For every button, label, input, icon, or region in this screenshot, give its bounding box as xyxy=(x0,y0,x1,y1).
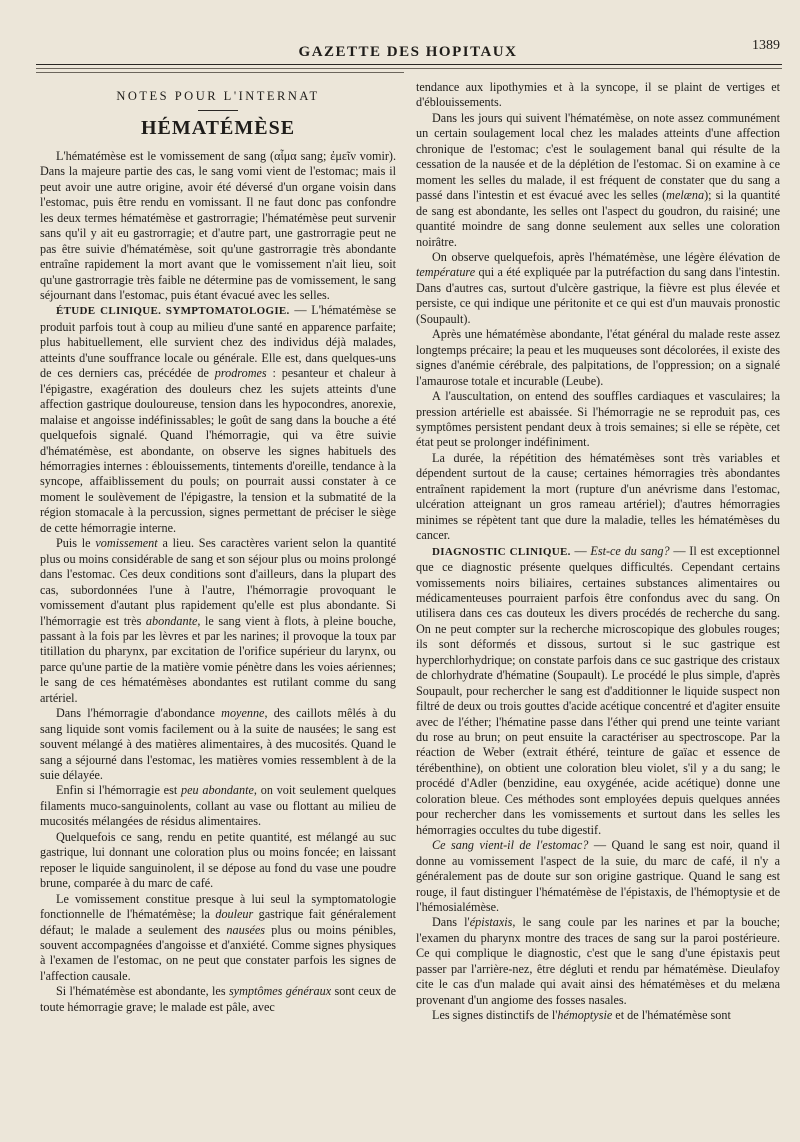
auscultation-paragraph: A l'auscultation, on entend des souffles cardiaques et vasculaires; la pression artérielle est abaissée. Si l'hémorragie ne se reproduit pas, ces symptômes persistent pendant deux à trois semaines; si elle se répète, cet état peut se prolonger indéfiniment. xyxy=(416,389,780,450)
peu-abondante-paragraph: Enfin si l'hémorragie est peu abondante, on voit seulement quelques filaments muco-sanguinolents, collant au vase ou flottant au milieu de mucosités mélangées de résidus alimentaires. xyxy=(40,783,396,829)
header-rule-thin xyxy=(36,68,782,69)
intro-paragraph: L'hématémèse est le vomissement de sang (αἷμα sang; ἐμεῖν vomir). Dans la majeure partie des cas, le sang vomi vient de l'estomac; mais il peut avoir une autre origine, avoir été déversé d'un organe voisin dans l'estomac, puis être rendu en vomissant. Il ne faut donc pas confondre les deux termes hématémèse et gastrorragie; l'hématémèse peut survenir sans qu'il y ait eu gastrorragie; et d'autre part, une gastrorragie peut ne pas être suivie d'hématémèse, soit qu'une gastrorragie très abondante entraîne rapidement la mort avant que le vomissement n'ait lieu, soit qu'une gastrorragie très faible ne détermine pas de vomissement, le sang séjournant dans l'estomac, puis étant évacué avec les selles. xyxy=(40,148,396,302)
etude-paragraph: ÉTUDE CLINIQUE. SYMPTOMATOLOGIE. — L'hématémèse se produit parfois tout à coup au milieu d'une santé en apparence parfaite; plus habituellement, elle survient chez des individus déjà malades, atteints d'une souffrance locale ou générale. Elle est, dans quelques-uns de ces derniers cas, précédée de prodromes : pesanteur et chaleur à l'épigastre, exagération des douleurs chez les sujets atteints d'une affection gastrique douloureuse, tension dans les hypocondres, anorexie, malaise et angoisse indéfinissables; le goût de sang dans la bouche a été quelquefois signalé. Quand l'hémorragie, qui va être suivie d'hématémèse, est abondante, on observe les signes habituels des hémorragies internes : éblouissements, tintements d'oreille, tendance à la syncope, affaiblissement du pouls; on pourrait aussi constater à ce moment le soulèvement de l'épigastre, la tension et la submatité de la région stomacale à la percussion, signes permettant de préciser le siège de cette hémorragie interne. xyxy=(40,303,396,535)
marc-de-cafe-paragraph: Quelquefois ce sang, rendu en petite quantité, est mélangé au suc gastrique, lui donnant une coloration plus ou moins foncée; en laissant reposer le liquide sanguinolent, il se dépose au fond du vase une poudre brune, comparée à du marc de café. xyxy=(40,829,396,891)
duree-paragraph: La durée, la répétition des hématémèses sont très variables et dépendent surtout de la cause; certaines hémorragies très abondantes entraînent rapidement la mort (rupture d'un anévrisme dans l'estomac, ulcération atteignant un gros rameau artériel); d'autres hémorragies minimes se répètent tant que dure la maladie, telles les hématémèses du cancer. xyxy=(416,450,780,543)
symptomatologie-paragraph: Le vomissement constitue presque à lui seul la symptomatologie fonctionnelle de l'hématémèse; la douleur gastrique fait généralement défaut; le malade a seulement des nausées plus ou moins pénibles, souvent accompagnées d'angoisse et d'anxiété. Comme signes physiques à l'examen de l'estomac, on ne peut que constater parfois les signes de l'affection causale. xyxy=(40,891,396,983)
etat-general-paragraph: Après une hématémèse abondante, l'état général du malade reste assez longtemps précaire; la peau et les muqueuses sont décolorées, il existe des signes d'anémie cérébrale, des palpitations, de l'oppression; on a signalé l'amaurose totale et incurable (Leube). xyxy=(416,327,780,388)
journal-title: GAZETTE DES HOPITAUX xyxy=(298,44,518,60)
moyenne-paragraph: Dans l'hémorragie d'abondance moyenne, des caillots mêlés à du sang liquide sont vomis facilement ou à la suite de nausées; le sang est souvent mélangé à des matières alimentaires, à des mucosités. Quand le sang a séjourné dans l'estomac, les matières vomies ressemblent à de la suie délayée. xyxy=(40,706,396,783)
kicker-rule xyxy=(198,110,238,111)
left-column xyxy=(40,82,396,1015)
temperature-paragraph: On observe quelquefois, après l'hématémèse, une légère élévation de température qui a été expliquée par la putréfaction du sang dans l'intestin. Dans d'autres cas, surtout d'ulcère gastrique, la fièvre est plus élevée et persiste, ce qui indique une péritonite et ce qui est d'un mauvais pronostic (Soupault). xyxy=(416,249,780,326)
symptomes-generaux-paragraph: Si l'hématémèse est abondante, les symptômes généraux sont ceux de toute hémorragie grave; le malade est pâle, avec xyxy=(40,984,397,1014)
hemoptysie-paragraph: Les signes distinctifs de l'hémoptysie et de l'hématémèse sont xyxy=(432,1008,731,1023)
melaena-paragraph: Dans les jours qui suivent l'hématémèse, on note assez communément un certain soulagement local chez les malades atteints d'une affection chronique de l'estomac; c'est le soulagement banal qui résulte de la cessation de la nausée et de la déplétion de l'estomac. Si on examine à ce moment les selles du malade, il est fréquent de constater que du sang a passé dans l'intestin et est évacué avec les selles (melæna); si la quantité de sang est abondante, les selles ont l'aspect du goudron, du raisiné; une quantité moindre de sang donne seulement aux selles une coloration noirâtre. xyxy=(416,110,780,249)
right-column xyxy=(416,80,780,1024)
section-kicker: NOTES POUR L'INTERNAT xyxy=(116,89,320,103)
continuation-paragraph: tendance aux lipothymies et à la syncope, il se plaint de vertiges et d'éblouissements. xyxy=(416,80,780,110)
etude-heading: ÉTUDE CLINIQUE. SYMPTOMATOLOGIE. xyxy=(56,305,290,318)
estomac-paragraph: Ce sang vient-il de l'estomac? — Quand le sang est noir, quand il donne au vomissement l'aspect de la suie, du marc de café, il n'y a généralement pas de doute sur son origine gastrique. Quand le sang est rouge, il faut distinguer l'hématémèse de l'épistaxis, de l'hémoptysie et de l'hémosialémèse. xyxy=(416,838,780,915)
article-title: HÉMATÉMÈSE xyxy=(140,117,296,140)
vomissement-paragraph: Puis le vomissement a lieu. Ses caractères varient selon la quantité plus ou moins considérable de sang et son séjour plus ou moins prolongé dans l'estomac. Ces deux conditions sont d'ailleurs, dans la plupart des cas, subordonnées l'une à l'autre, l'hémorragie provoquant le vomissement d'autant plus rapidement qu'elle est plus abondante. Si l'hémorragie est très abondante, le sang vient à flots, à pleine bouche, passant à la fois par les lèvres et par les narines; il provoque la toux par titillation du pharynx, par excitation de l'orifice supérieur du larynx, ou parce qu'une partie de la matière vomie pénètre dans les voies aériennes; le sang de ces hématémèses abondantes est rutilant comme du sang artériel. xyxy=(40,536,397,705)
diagnostic-heading: DIAGNOSTIC CLINIQUE. xyxy=(432,545,571,558)
diagnostic-paragraph: DIAGNOSTIC CLINIQUE. — Est-ce du sang? — Il est exceptionnel que ce diagnostic présente quelques difficultés. Cependant certains vomissements noirs biliaires, certaines substances alimentaires ou médicamenteuses pourraient parfois être confondus avec du sang. On utilisera dans ces cas douteux les divers procédés de recherche du sang. On ne peut compter sur la recherche microscopique des globules rouges; ils sont déformés et dissous, surtout si le suc gastrique est hyperchlorhydrique; on constate parfois dans ce suc gastrique des cristaux de chlorhydrate d'hématine (Soupault). Le procédé le plus simple, d'après Soupault, pour rechercher le sang est d'additionner le liquide suspect non filtré de deux ou trois gouttes d'acide acétique concentré et d'agiter ensuite avec de l'éther; l'hématine passe dans l'éther qui prend une teinte variant du rose au brun; on peut ensuite la caractériser au spectroscope. Par la réaction de Weber (extrait éthéré, teinture de gaïac et essence de térébenthine), on obtient une coloration bleu violet, s'il y a du sang; le procédé d'Adler (benzidine, eau oxygénée, acide acétique) donne une coloration bleue. Ces méthodes sont employées depuis quelques années pour rechercher dans les vomissements et surtout dans les selles les hémorragies occultes du tube digestif. xyxy=(416,543,781,837)
page-number: 1389 xyxy=(752,38,780,53)
header-rule xyxy=(36,64,782,65)
column-rule xyxy=(36,72,404,73)
page-header xyxy=(36,38,780,62)
epistaxis-paragraph: Dans l'épistaxis, le sang coule par les narines et par la bouche; l'examen du pharynx montre des traces de sang sur la paroi postérieure. Ce qui complique le diagnostic, c'est que le sang d'une épistaxis peut passer par l'arrière-nez, être dégluti et rendu par hématémèse. Dieulafoy cite le cas d'un malade qui avait ainsi des hématémèses et du melæna provenant d'un angiome des fosses nasales. xyxy=(416,915,780,1007)
